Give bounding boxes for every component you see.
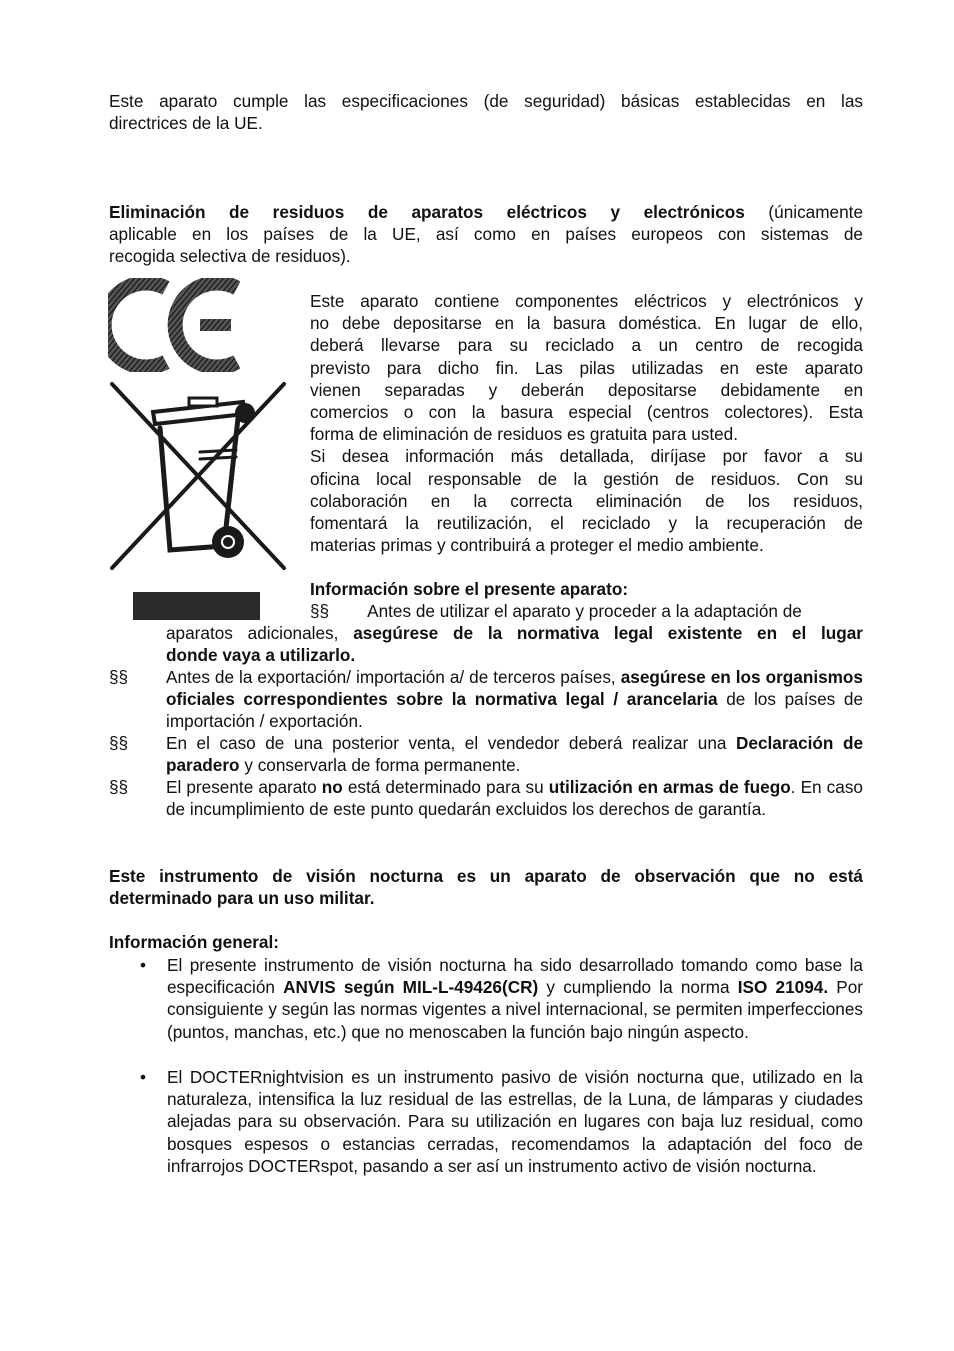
- device-info-item-1-cont: aparatos adicionales, asegúrese de la normativa legal existente en el lugar donde vaya a utilizarlo.: [166, 623, 864, 666]
- device-info-item-2: §§ Antes de la exportación/ importación a/ de terceros países, asegúrese en los organismos oficiales correspondientes sobre la normativa legal / arancelaria de los países de importación / exportación.: [109, 667, 864, 732]
- general-info-bullet-1: • El presente instrumento de visión nocturna ha sido desarrollado tomando como base la especificación ANVIS según MIL-L-49426(CR) y cumpliendo la norma ISO 21094. Por consiguiente y según las normas vigentes a nivel internacional, se permiten imperfecciones (puntos, manchas, etc.) que no menoscaben la función bajo ningún aspecto.: [140, 955, 864, 1042]
- disposal-bar-mark: [133, 592, 260, 620]
- general-info-heading: Información general:: [109, 932, 279, 952]
- crossed-out-bin-icon: [108, 380, 290, 572]
- ce-mark-icon: [108, 278, 240, 372]
- device-info-heading: Información sobre el presente aparato:: [310, 579, 629, 599]
- military-statement: Este instrumento de visión nocturna es un aparato de observación que no está determinado para un uso militar.: [109, 866, 863, 909]
- device-info-item-1: §§ Antes de utilizar el aparato y proceder a la adaptación de: [310, 601, 802, 621]
- general-info-bullet-2: • El DOCTERnightvision es un instrumento pasivo de visión nocturna que, utilizado en la naturaleza, intensifica la luz residual de las estrellas, de la Luna, de lámparas y ciudades alejadas para su observación. Para su utilización en lugares con baja luz residual, como bosques espesos o estancias cerradas, recomendamos la adaptación del foco de infrarrojos DOCTERspot, pasando a ser así un instrumento activo de visión nocturna.: [140, 1067, 863, 1176]
- waste-disposal-body: Este aparato contiene componentes eléctricos y electrónicos y no debe depositarse en la basura doméstica. En lugar de ello, deberá llevarse para su reciclado a un centro de recogida previsto para dicho fin. Las pilas utilizadas en este aparato vienen separadas y deberán depositarse debidamente en comercios o con la basura especial (centros colectores). Esta forma de eliminación de residuos es gratuita para usted. Si desea información más detallada, diríjase por favor a su oficina local responsable de la gestión de residuos. Con su colaboración en la correcta eliminación de los residuos, fomentará la reutilización, el reciclado y la recuperación de materias primas y contribuirá a proteger el medio ambiente.: [310, 291, 863, 556]
- waste-disposal-intro: Eliminación de residuos de aparatos eléctricos y electrónicos (únicamente aplicable en los países de la UE, así como en países europeos con sistemas de recogida selectiva de residuos).: [109, 202, 864, 267]
- ue-compliance-paragraph: Este aparato cumple las especificaciones (de seguridad) básicas establecidas en las directrices de la UE.: [109, 91, 863, 134]
- device-info-item-4: §§ El presente aparato no está determinado para su utilización en armas de fuego. En caso de incumplimiento de este punto quedarán excluidos los derechos de garantía.: [109, 777, 863, 820]
- device-info-item-3: §§ En el caso de una posterior venta, el vendedor deberá realizar una Declaración de paradero y conservarla de forma permanente.: [109, 733, 864, 776]
